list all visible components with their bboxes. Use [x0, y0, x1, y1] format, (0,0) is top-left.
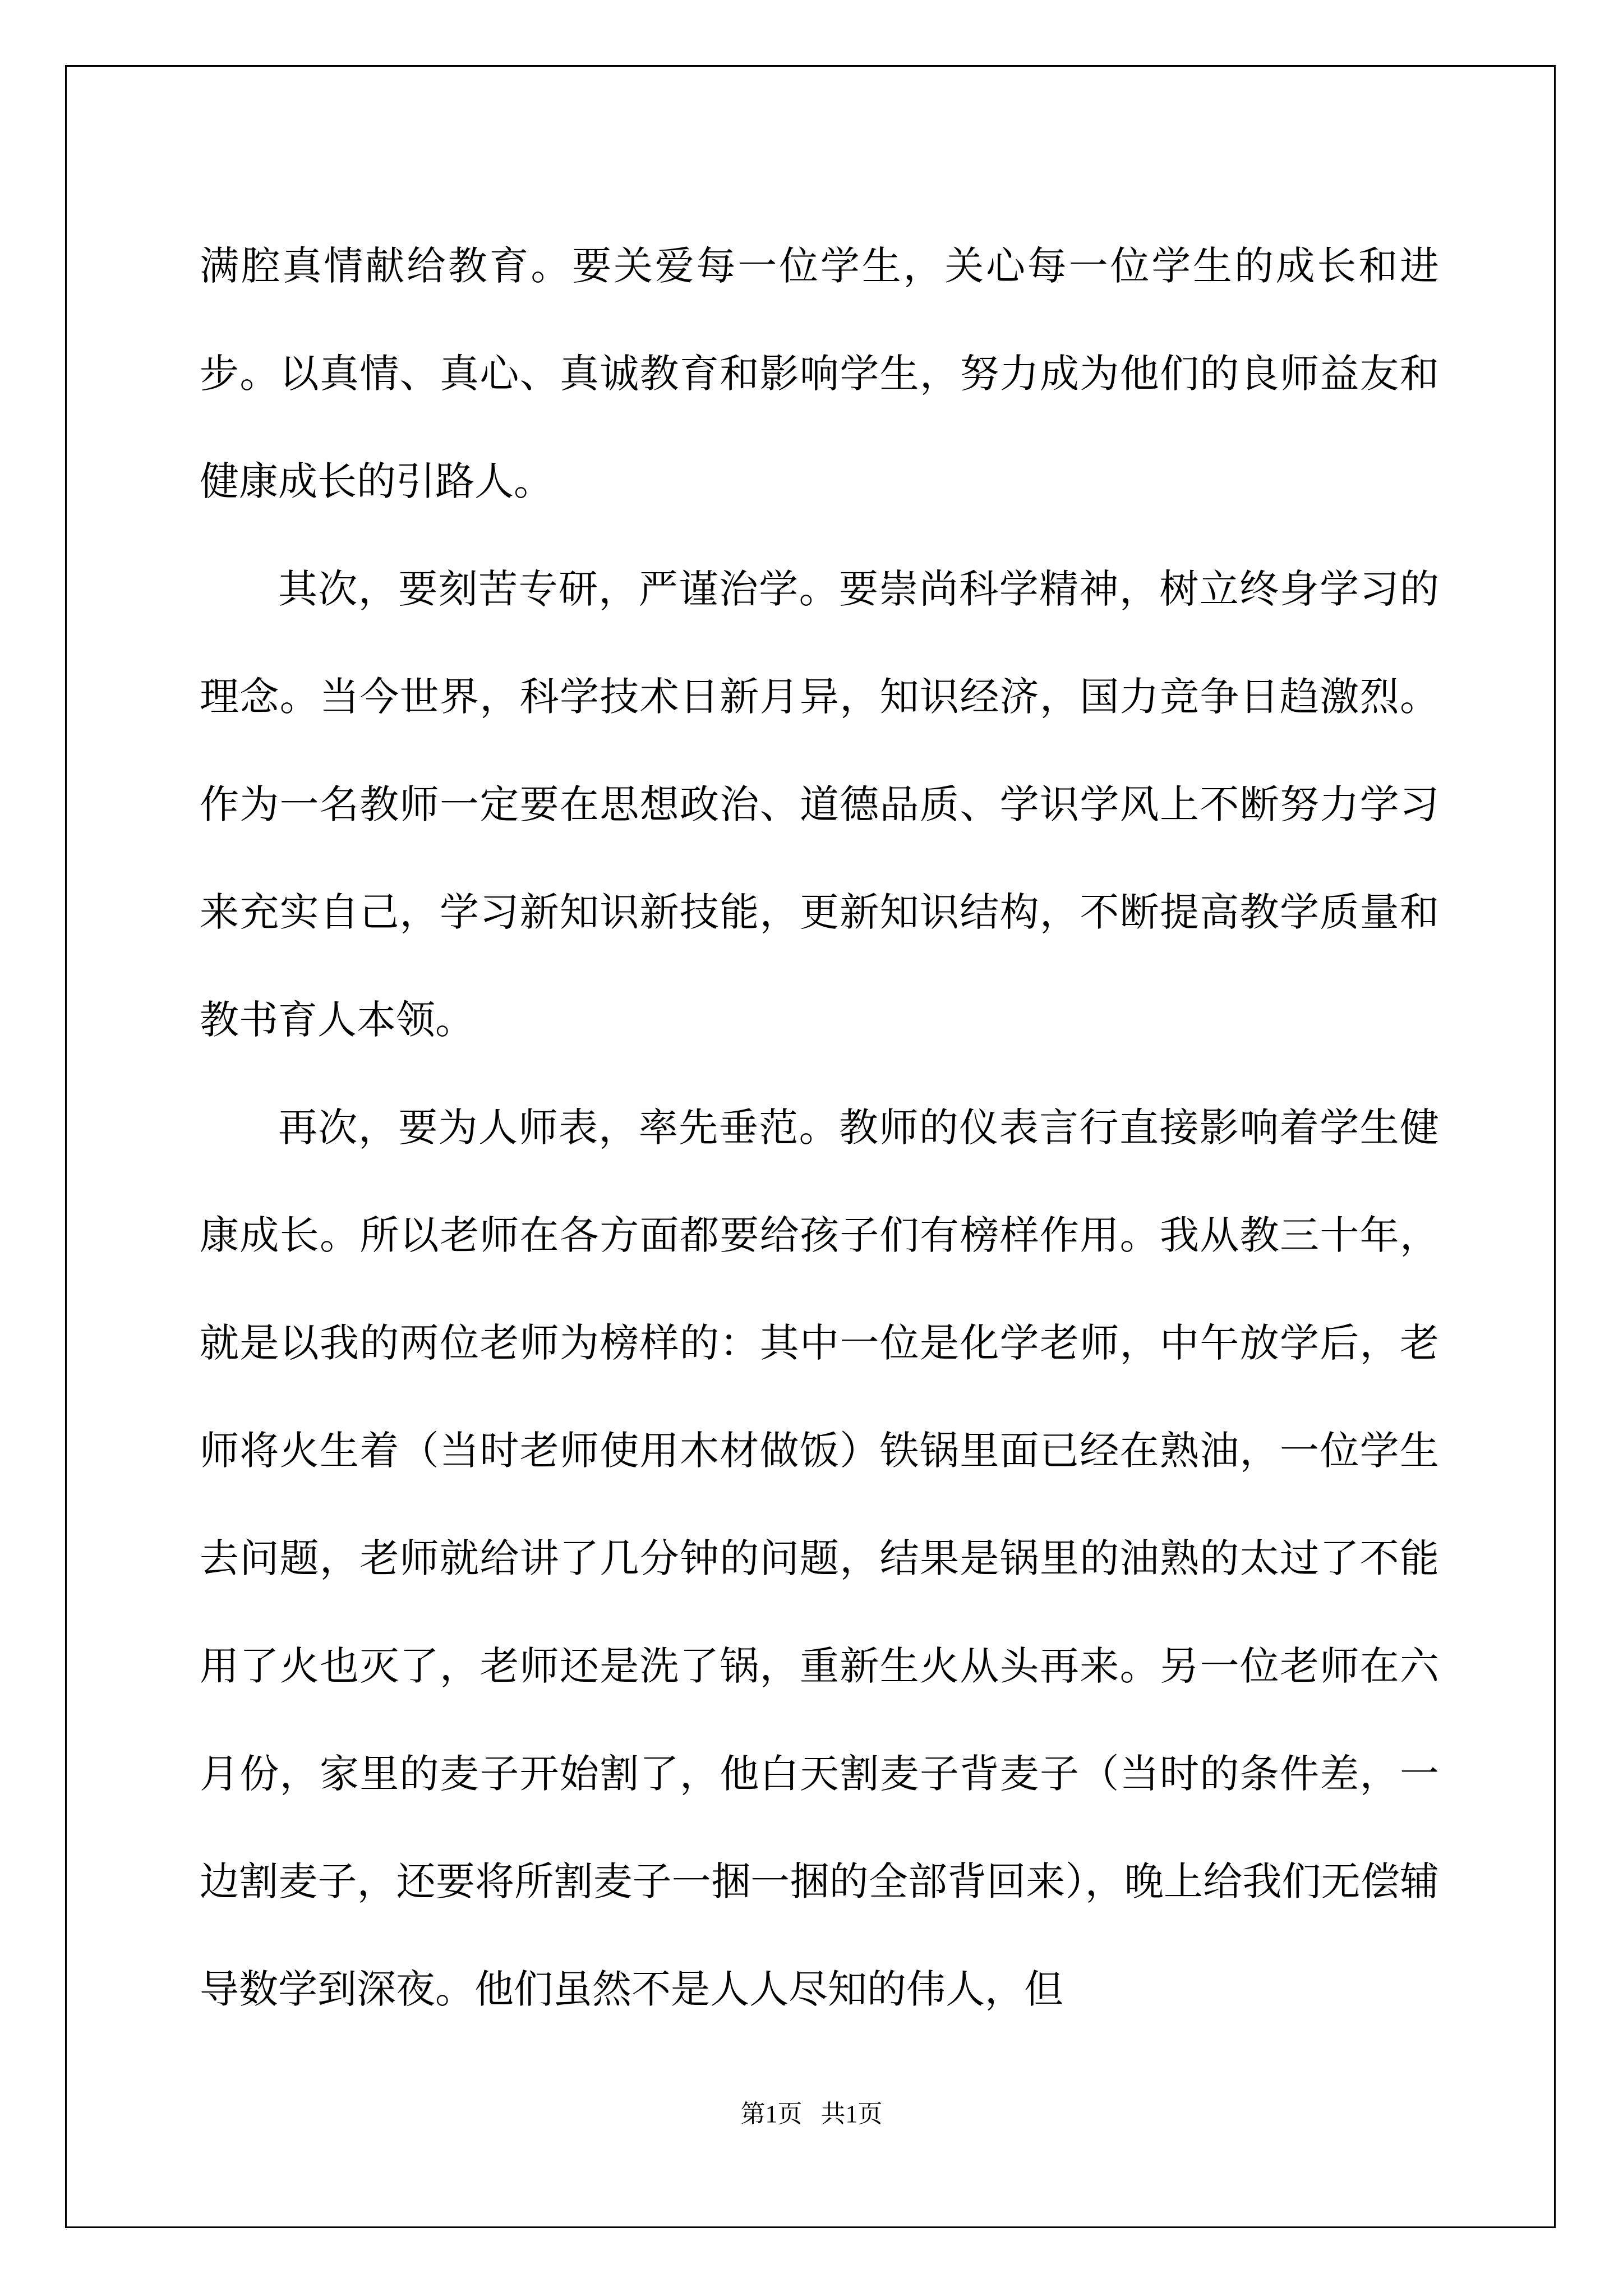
paragraph-2: 其次，要刻苦专研，严谨治学。要崇尚科学精神，树立终身学习的理念。当今世界，科学技术日新月异，知识经济，国力竞争日趋激烈。作为一名教师一定要在思想政治、道德品质、学识学风上不断努力学习来充实自己，学习新知识新技能，更新知识结构，不断提高教学质量和教书育人本领。: [200, 566, 1439, 1043]
paragraph-3: 再次，要为人师表，率先垂范。教师的仪表言行直接影响着学生健康成长。所以老师在各方面都要给孩子们有榜样作用。我从教三十年，就是以我的两位老师为榜样的：其中一位是化学老师，中午放学后，老师将火生着（当时老师使用木材做饭）铁锅里面已经在熟油，一位学生去问题，老师就给讲了几分钟的问题，结果是锅里的油熟的太过了不能用了火也灭了，老师还是洗了锅，重新生火从头再来。另一位老师在六月份，家里的麦子开始割了，他白天割麦子背麦子（当时的条件差，一边割麦子，还要将所割麦子一捆一捆的全部背回来），晚上给我们无偿辅导数学到深夜。他们虽然不是人人尽知的伟人，但: [200, 1105, 1439, 2012]
page-number-footer: 第1页 共1页: [740, 2100, 883, 2128]
paragraph-1: 满腔真情献给教育。要关爱每一位学生，关心每一位学生的成长和进步。以真情、真心、真诚教育和影响学生，努力成为他们的良师益友和健康成长的引路人。: [200, 243, 1439, 504]
document-body: [200, 212, 1439, 2043]
